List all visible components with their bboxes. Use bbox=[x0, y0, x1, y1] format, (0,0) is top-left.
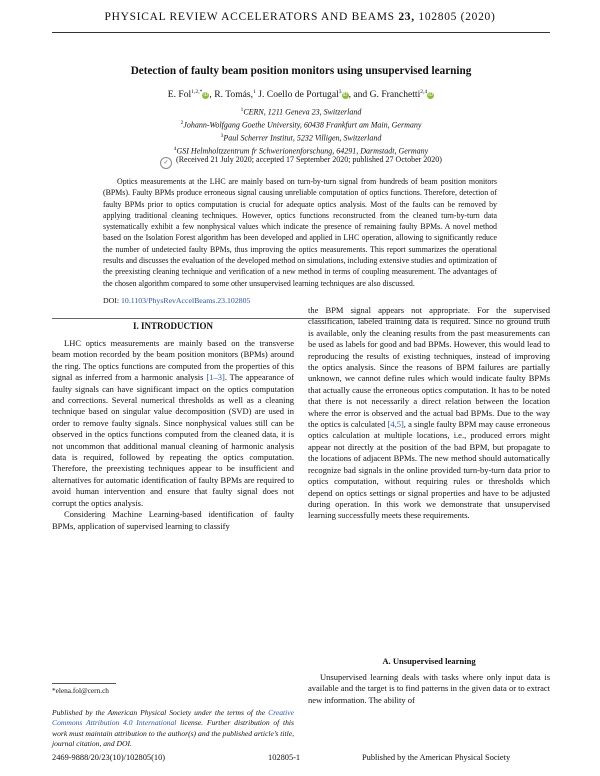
affiliation-marker: 3 bbox=[220, 132, 224, 139]
received-text: (Received 21 July 2020; accepted 17 September 2020; published 27 October 2020) bbox=[176, 155, 442, 164]
header-rule bbox=[52, 32, 550, 33]
affiliation-text: Johann-Wolfgang Goethe University, 60438 Frankfurt am Main, Germany bbox=[183, 120, 422, 130]
reference-link-1-3[interactable]: [1–3] bbox=[206, 372, 225, 383]
license-link[interactable]: Creative Commons Attribution 4.0 International bbox=[52, 708, 294, 728]
intro-p1-text-b: . The appearance of faulty signals can have significant impact on the optics computation and corrections. Several numerical thresholds as well as a cleaning technique based on singular value decomposition (SVD) are used in order to remove faulty signals. Since nonphysical values still can be observed in the optics functions computed from the cleaned data, it is not uncommon that additional manual cleaning of harmonic analysis data is required, followed by repeating the optics computation. Therefore, the preexisting techniques appear to be insufficient and alternatives for automatic identification of faulty BPMs are required to avoid human intervention and ensure that faulty signal does not corrupt the optics analysis. bbox=[52, 372, 295, 508]
right-paragraph-2: Unsupervised learning deals with tasks where only input data is available and the target is to find patterns in the given data or to extract new information. The ability of bbox=[308, 672, 551, 705]
footnote-rule bbox=[52, 683, 116, 684]
author-affiliation-marker: 1,2,* bbox=[191, 89, 203, 95]
right-column-continued bbox=[308, 672, 550, 706]
right-column bbox=[308, 305, 550, 522]
orcid-icon[interactable]: iD bbox=[428, 92, 434, 99]
intro-paragraph-1 bbox=[52, 338, 294, 509]
affiliation-marker: 2 bbox=[180, 119, 184, 126]
affiliation-marker: 1 bbox=[240, 107, 244, 113]
author-name: J. Coello de Portugal bbox=[258, 89, 339, 101]
affiliations bbox=[52, 105, 550, 156]
affiliation-line bbox=[52, 131, 550, 144]
affiliation-text: Paul Scherrer Institut, 5232 Villigen, Switzerland bbox=[223, 133, 382, 143]
affiliation-text: CERN, 1211 Geneva 23, Switzerland bbox=[243, 107, 362, 117]
license-notice bbox=[52, 708, 294, 749]
author-name: G. Franchetti bbox=[369, 89, 421, 101]
affiliation-marker: 4 bbox=[173, 145, 177, 152]
affiliation-line bbox=[52, 105, 550, 118]
right-paragraph-1 bbox=[308, 305, 550, 522]
author-name: E. Fol bbox=[167, 89, 192, 101]
subsection-heading-unsupervised: A. Unsupervised learning bbox=[382, 656, 476, 666]
author-affiliation-marker: 3 bbox=[338, 89, 342, 95]
intro-paragraph-2: Considering Machine Learning-based identification of faulty BPMs, application of supervised learning to classify bbox=[52, 509, 294, 531]
footer-publisher: Published by the American Physical Society bbox=[362, 753, 511, 762]
abstract: Optics measurements at the LHC are mainly based on turn-by-turn signal from hundreds of beam position monitors (BPMs). Faulty BPMs produce erroneous signal causing unreliable computation of optics functions. Therefore, detection of faulty BPMs prior to optics computation is crucial for adequate optics analysis. Most of the faults can be removed by applying traditional cleaning techniques. However, optics functions reconstructed from the cleaned turn-by-turn data systematically exhibit a few nonphysical values which indicate the presence of remaining faulty BPMs. A novel method based on the Isolation Forest algorithm has been developed and applied in LHC operation, allowing to significantly reduce the number of undetected faulty BPMs, thus improving the optics measurements. This report summarizes the operational results and discusses the evaluation of the developed method on simulations, including extensive studies and optimization of the preexisting cleaning technique and verification of a new method in terms of coupling measurement. The advantages of the chosen algorithm compared to some other unsupervised learning techniques are also discussed. bbox=[103, 177, 497, 288]
doi-link[interactable]: 10.1103/PhysRevAccelBeams.23.102805 bbox=[120, 296, 251, 305]
doi-line bbox=[103, 296, 250, 305]
reference-link-4-5[interactable]: [4,5] bbox=[387, 419, 404, 430]
paper-title: Detection of faulty beam position monitors using unsupervised learning bbox=[130, 65, 472, 77]
article-number: 102805 bbox=[418, 11, 458, 23]
journal-name: PHYSICAL REVIEW ACCELERATORS AND BEAMS bbox=[104, 11, 395, 23]
journal-header bbox=[0, 11, 600, 23]
intro-p1-text-a: LHC optics measurements are mainly based on the transverse beam motion recorded by the beam position monitors (BPMs) around the ring. The optics functions are computed from the properties of this signal as inferred from a harmonic analysis bbox=[52, 338, 294, 383]
affiliation-line bbox=[52, 118, 550, 131]
right-p1-text-b: , a single faulty BPM may cause erroneous optics calculation at multiple locations, i.e., produced errors might appear not directly at the position of the bad BPM, but propagate to the locations of adjacent BPMs. The new method should automatically recognize bad signals in the online provided turn-by-turn data prior to optics computation, without requiring rules or thresholds which depend on optics settings or signal properties and have to be adjusted during operation. In this work we demonstrate that unsupervised learning successfully meets these requirements. bbox=[308, 419, 550, 521]
journal-volume: 23, bbox=[398, 11, 415, 23]
footer-issn: 2469-9888/20/23(10)/102805(10) bbox=[52, 753, 166, 762]
check-for-updates-icon[interactable]: ✓ bbox=[160, 157, 172, 169]
orcid-icon[interactable]: iD bbox=[203, 92, 209, 99]
author-affiliation-marker: 2,4 bbox=[420, 89, 428, 95]
footer-page-number: 102805-1 bbox=[268, 753, 301, 762]
license-text-a: Published by the American Physical Society under the terms of the bbox=[52, 708, 269, 717]
left-column bbox=[52, 338, 294, 532]
author-affiliation-marker: 1 bbox=[253, 89, 256, 95]
orcid-icon[interactable]: iD bbox=[342, 92, 348, 99]
right-p1-text-a: the BPM signal appears not appropriate. For the supervised classification, labeled training data is required. Since no ground truth is available, only the cleaning results from the past measurements can be used as labels for good and bad BPMs. However, this would lead to reproducing the results of existing techniques, instead of improving the optics analysis. Since the reasons of BPM failures are partially unknown, we cannot define rules which would indicate faulty BPMs that actually cause the erroneous optics computation. It has to be noted that there is not necessarily a direct relation between the location where the error is observed and the actual bad BPMs. Due to the way the optics is calculated bbox=[308, 305, 550, 430]
journal-year: (2020) bbox=[460, 11, 496, 23]
license-text-b: license. Further distribution of this work must maintain attribution to the author(s) and the published article’s title, journal citation, and DOI. bbox=[52, 718, 294, 748]
author-name: R. Tomás, bbox=[214, 89, 254, 101]
received-dates bbox=[52, 155, 550, 169]
doi-label: DOI: bbox=[103, 296, 120, 305]
affiliation-text: GSI Helmholtzzentrum fr Schwerionenforschung, 64291, Darmstadt, Germany bbox=[176, 146, 429, 156]
section-heading-introduction: I. INTRODUCTION bbox=[132, 321, 213, 331]
footnote-email: *elena.fol@cern.ch bbox=[52, 686, 109, 695]
author-list: E. Fol$^{1,2,*}$iD, R. Tomás,$^1$ J. Coello de Portugal$^3$iD, and G. Franchetti$^{2,4}$iD bbox=[167, 89, 434, 101]
